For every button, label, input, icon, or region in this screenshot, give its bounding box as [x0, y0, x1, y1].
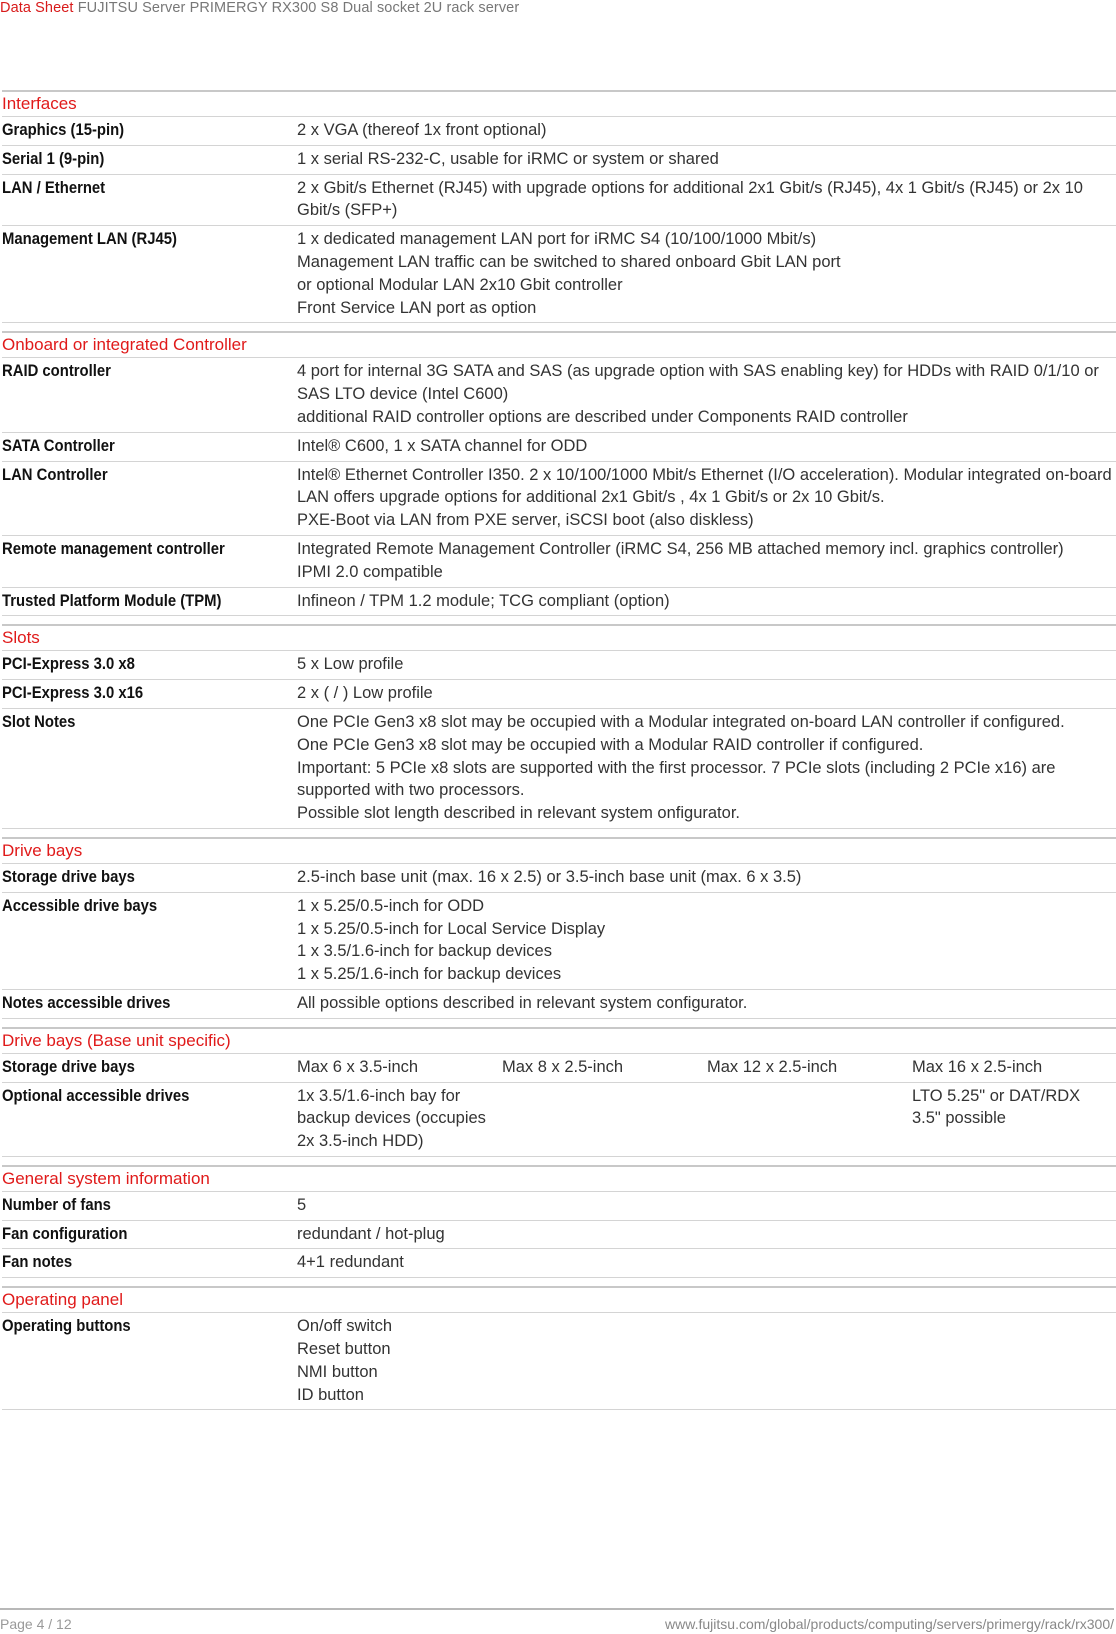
spec-row: [2, 1313, 1116, 1410]
spec-label: Fan notes: [2, 1253, 73, 1272]
spec-row: [2, 990, 1116, 1019]
spec-row: [2, 864, 1116, 893]
spec-row: [2, 226, 1116, 323]
spec-row: [2, 893, 1116, 990]
spec-row: [2, 175, 1116, 227]
spec-value-line: All possible options described in relevant system configurator.: [297, 993, 748, 1012]
spec-label: LAN Controller: [2, 465, 108, 484]
spec-value-line: 1 x serial RS-232-C, usable for iRMC or system or shared: [297, 149, 719, 168]
section-title: General system information: [2, 1165, 1116, 1192]
spec-value-line: additional RAID controller options are described under Components RAID controller: [297, 407, 908, 426]
spec-row: [2, 358, 1116, 432]
spec-row: [2, 462, 1116, 536]
spec-value-column: [502, 1085, 707, 1153]
spec-value: [297, 228, 1116, 319]
spec-value-line: IPMI 2.0 compatible: [297, 562, 443, 581]
spec-label: RAID controller: [2, 362, 111, 381]
spec-value-line: ID button: [297, 1385, 364, 1404]
spec-label: Notes accessible drives: [2, 993, 171, 1012]
spec-value: [297, 360, 1116, 428]
spec-row: [2, 1083, 1116, 1157]
spec-section: [2, 1027, 1116, 1157]
spec-value-line: 1 x 5.25/0.5-inch for Local Service Display: [297, 919, 606, 938]
spec-value-line: 2 x Gbit/s Ethernet (RJ45) with upgrade options for additional 2x1 Gbit/s (RJ45), 4x 1 Gbit/s (RJ45) or 2x 10 Gbit/s (SFP+): [297, 178, 1083, 220]
spec-value-line: redundant / hot-plug: [297, 1224, 445, 1243]
footer-url[interactable]: www.fujitsu.com/global/products/computing/servers/primergy/rack/rx300/: [665, 1616, 1114, 1632]
spec-value-line: PXE-Boot via LAN from PXE server, iSCSI boot (also diskless): [297, 511, 754, 530]
spec-value-line: 5 x Low profile: [297, 655, 404, 674]
spec-value-line: Intel® Ethernet Controller I350. 2 x 10/100/1000 Mbit/s Ethernet (I/O acceleration). Modular integrated on-board LAN offers upgrade options for additional 2x1 Gbit/s , 4x 1 Gbit/s or 2x 10 Gbit/s.: [297, 465, 1112, 507]
spec-row: [2, 1192, 1116, 1221]
spec-value: [297, 464, 1116, 532]
spec-value-columns: [297, 1056, 1116, 1079]
spec-value: [297, 177, 1116, 223]
spec-label: PCI-Express 3.0 x8: [2, 655, 135, 674]
spec-value: [297, 435, 1116, 458]
spec-value-line: 2 x ( / ) Low profile: [297, 684, 433, 703]
spec-value-column: 1x 3.5/1.6-inch bay for backup devices (occupies 2x 3.5-inch HDD): [297, 1086, 486, 1151]
page-header: [0, 0, 519, 16]
spec-value-columns: [297, 1085, 1116, 1153]
spec-value: [297, 1315, 1116, 1406]
spec-value-column: Max 8 x 2.5-inch: [502, 1057, 624, 1076]
spec-value-line: Reset button: [297, 1340, 391, 1359]
spec-row: [2, 1221, 1116, 1250]
spec-label: Remote management controller: [2, 539, 225, 558]
spec-label: Trusted Platform Module (TPM): [2, 591, 222, 610]
spec-label: Accessible drive bays: [2, 896, 158, 915]
spec-label: SATA Controller: [2, 436, 115, 455]
spec-label: Slot Notes: [2, 712, 76, 731]
spec-label: Serial 1 (9-pin): [2, 149, 105, 168]
section-title: Operating panel: [2, 1286, 1116, 1313]
spec-row: [2, 536, 1116, 588]
spec-value-line: 1 x 5.25/1.6-inch for backup devices: [297, 965, 562, 984]
spec-value-line: 1 x dedicated management LAN port for iRMC S4 (10/100/1000 Mbit/s): [297, 230, 817, 249]
spec-row: [2, 433, 1116, 462]
spec-value: [297, 895, 1116, 986]
spec-row: [2, 1054, 1116, 1083]
spec-value-line: NMI button: [297, 1362, 378, 1381]
spec-section: [2, 624, 1116, 829]
section-title: Drive bays: [2, 837, 1116, 864]
spec-label: Storage drive bays: [2, 1057, 135, 1076]
section-title: Slots: [2, 624, 1116, 651]
spec-value-line: Possible slot length described in relevant system onfigurator.: [297, 804, 740, 823]
spec-value-line: 5: [297, 1195, 307, 1214]
spec-section: [2, 837, 1116, 1019]
spec-value-line: Intel® C600, 1 x SATA channel for ODD: [297, 436, 588, 455]
spec-row: [2, 588, 1116, 617]
spec-section: [2, 331, 1116, 616]
spec-value: [297, 590, 1116, 613]
spec-label: Operating buttons: [2, 1317, 131, 1336]
spec-section: [2, 1165, 1116, 1278]
spec-value-column: LTO 5.25" or DAT/RDX 3.5" possible: [912, 1086, 1081, 1128]
spec-value: [297, 1194, 1116, 1217]
spec-value: [297, 119, 1116, 142]
spec-row: [2, 1249, 1116, 1278]
page-number: Page 4 / 12: [0, 1616, 72, 1632]
spec-label: Storage drive bays: [2, 867, 135, 886]
page-footer: [0, 1608, 1114, 1632]
spec-table: [2, 90, 1116, 1410]
spec-value-column: Max 12 x 2.5-inch: [707, 1057, 838, 1076]
spec-label: PCI-Express 3.0 x16: [2, 684, 144, 703]
spec-value-line: Important: 5 PCIe x8 slots are supported with the first processor. 7 PCIe slots (including 2 PCIe x16) are supported with two processors.: [297, 758, 1056, 800]
spec-value: [297, 711, 1116, 825]
spec-value-line: 4+1 redundant: [297, 1253, 404, 1272]
spec-value-column: [707, 1085, 912, 1153]
spec-label: Graphics (15-pin): [2, 121, 125, 139]
spec-value-column: Max 16 x 2.5-inch: [912, 1057, 1043, 1076]
spec-label: LAN / Ethernet: [2, 178, 106, 197]
spec-label: Fan configuration: [2, 1224, 128, 1243]
spec-value-column: Max 6 x 3.5-inch: [297, 1057, 419, 1076]
spec-value: [297, 653, 1116, 676]
spec-value: [297, 148, 1116, 171]
spec-label: Number of fans: [2, 1195, 111, 1214]
spec-value-line: On/off switch: [297, 1317, 393, 1336]
spec-value-line: One PCIe Gen3 x8 slot may be occupied with a Modular integrated on-board LAN controller if configured.: [297, 712, 1065, 731]
spec-value-line: Infineon / TPM 1.2 module; TCG compliant (option): [297, 591, 670, 610]
spec-section: [2, 90, 1116, 323]
spec-value-line: 1 x 5.25/0.5-inch for ODD: [297, 896, 485, 915]
section-title: Onboard or integrated Controller: [2, 331, 1116, 358]
spec-value: [297, 1251, 1116, 1274]
spec-value: [297, 682, 1116, 705]
section-title: Drive bays (Base unit specific): [2, 1027, 1116, 1054]
spec-value-line: One PCIe Gen3 x8 slot may be occupied with a Modular RAID controller if configured.: [297, 735, 924, 754]
header-label: Data Sheet: [0, 0, 74, 16]
spec-value-line: 4 port for internal 3G SATA and SAS (as upgrade option with SAS enabling key) for HDDs with RAID 0/1/10 or SAS LTO device (Intel C600): [297, 362, 1099, 404]
spec-value-line: 2 x VGA (thereof 1x front optional): [297, 121, 547, 139]
spec-value-line: Front Service LAN port as option: [297, 298, 537, 317]
spec-value: [297, 992, 1116, 1015]
spec-row: [2, 680, 1116, 709]
spec-value-line: Integrated Remote Management Controller (iRMC S4, 256 MB attached memory incl. graphics controller): [297, 539, 1064, 558]
spec-value: [297, 1223, 1116, 1246]
spec-value-line: 1 x 3.5/1.6-inch for backup devices: [297, 942, 552, 961]
spec-value-line: 2.5-inch base unit (max. 16 x 2.5) or 3.5-inch base unit (max. 6 x 3.5): [297, 867, 802, 886]
spec-value: [297, 538, 1116, 584]
spec-value-line: or optional Modular LAN 2x10 Gbit controller: [297, 275, 623, 294]
section-title: Interfaces: [2, 90, 1116, 117]
spec-value-line: Management LAN traffic can be switched to shared onboard Gbit LAN port: [297, 252, 841, 271]
spec-row: [2, 651, 1116, 680]
spec-label: Management LAN (RJ45): [2, 230, 177, 249]
spec-label: Optional accessible drives: [2, 1086, 190, 1105]
spec-row: [2, 117, 1116, 146]
header-title: FUJITSU Server PRIMERGY RX300 S8 Dual socket 2U rack server: [77, 0, 520, 16]
spec-row: [2, 146, 1116, 175]
spec-section: [2, 1286, 1116, 1410]
spec-row: [2, 709, 1116, 829]
spec-value: [297, 866, 1116, 889]
